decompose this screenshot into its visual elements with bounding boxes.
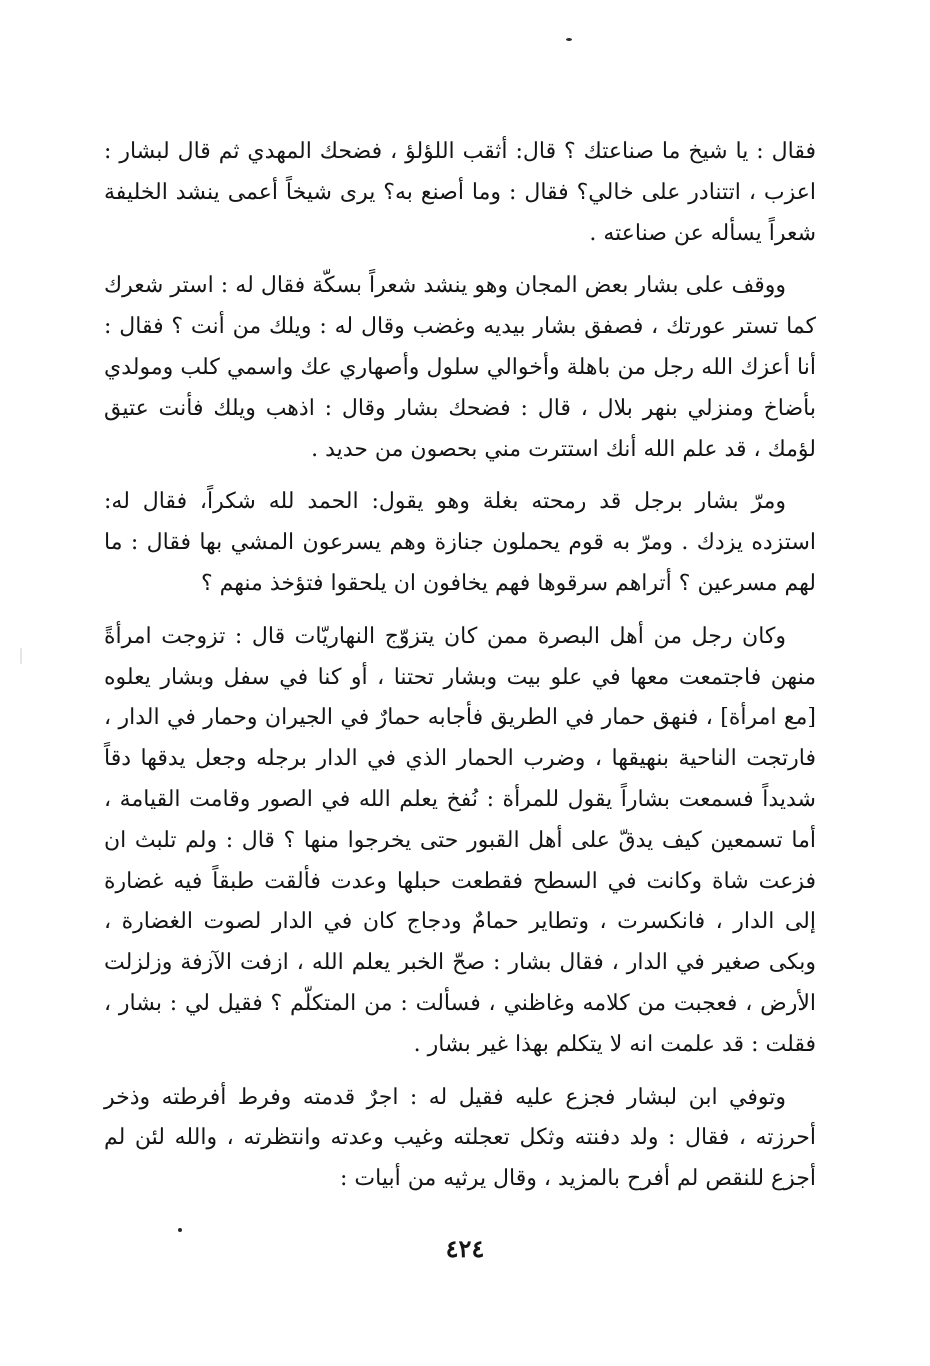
paragraph: وتوفي ابن لبشار فجزع عليه فقيل له : اجرٌ قدمته وفرط أفرطته وذخر أحرزته ، فقال : ولد دفنته وثكل تعجلته وغيب وعدته وانتظرته ، والله لئن لم أجزع للنقص لم أفرح بالمزيد ، وقال يرثيه من أبيات : (104, 1084, 816, 1192)
scan-mark (20, 648, 22, 664)
paragraph: ومرّ بشار برجل قد رمحته بغلة وهو يقول: الحمد لله شكراً، فقال له: استزده يزدك . ومرّ به قوم يحملون جنازة وهم يسرعون المشي بها فقال : ما لهم مسرعين ؟ أتراهم سرقوها فهم يخافون ان يلحقوا فتؤخذ منهم ؟ (104, 489, 816, 596)
paragraph: ووقف على بشار بعض المجان وهو ينشد شعراً بسكّة فقال له : استر شعرك كما تستر عورتك ، فصفق بشار بيديه وغضب وقال له : ويلك من أنت ؟ فقال : أنا أعزك الله رجل من باهلة وأخوالي سلول وأصهاري عك واسمي كلب ومولدي بأضاخ ومنزلي بنهر بلال ، قال : فضحك بشار وقال : اذهب ويلك فأنت عتيق لؤمك ، قد علم الله أنك استترت مني بحصون من حديد . (104, 273, 816, 462)
paragraph: فقال : يا شيخ ما صناعتك ؟ قال: أثقب اللؤلؤ ، فضحك المهدي ثم قال لبشار : اعزب ، اتتنادر على خالي؟ فقال : وما أصنع به؟ يرى شيخاً أعمى ينشد الخليفة شعراً يسأله عن صناعته . (104, 139, 816, 246)
paragraph: وكان رجل من أهل البصرة ممن كان يتزوّج النهاريّات قال : تزوجت امرأةً منهن فاجتمعت معها في علو بيت وبشار تحتنا ، أو كنا في سفل وبشار يعلوه [مع امرأة] ، فنهق حمار في الطريق فأجابه حمارٌ في الجيران وحمار في الدار ، فارتجت الناحية بنهيقها ، وضرب الحمار الذي في الدار برجله وجعل يدقها دقاً شديداً فسمعت بشاراً يقول للمرأة : نُفخ يعلم الله في الصور وقامت القيامة ، أما تسمعين كيف يدقّ على أهل القبور حتى يخرجوا منها ؟ قال : ولم تلبث ان فزعت شاة وكانت في السطح فقطعت حبلها وعدت فألقت طبقاً فيه غضارة إلى الدار ، فانكسرت ، وتطاير حمامٌ ودجاج كان في الدار لصوت الغضارة ، وبكى صغير في الدار ، فقال بشار : صحّ الخبر يعلم الله ، ازفت الآزفة وزلزلت الأرض ، فعجبت من كلامه وغاظني ، فسألت : من المتكلّم ؟ فقيل لي : بشار ، فقلت : قد علمت انه لا يتكلم بهذا غير بشار . (104, 623, 816, 1057)
page-number: ٤٢٤ (445, 1234, 485, 1263)
ink-speck (178, 1228, 182, 1232)
ink-speck (566, 38, 572, 41)
body-text (104, 132, 816, 1212)
